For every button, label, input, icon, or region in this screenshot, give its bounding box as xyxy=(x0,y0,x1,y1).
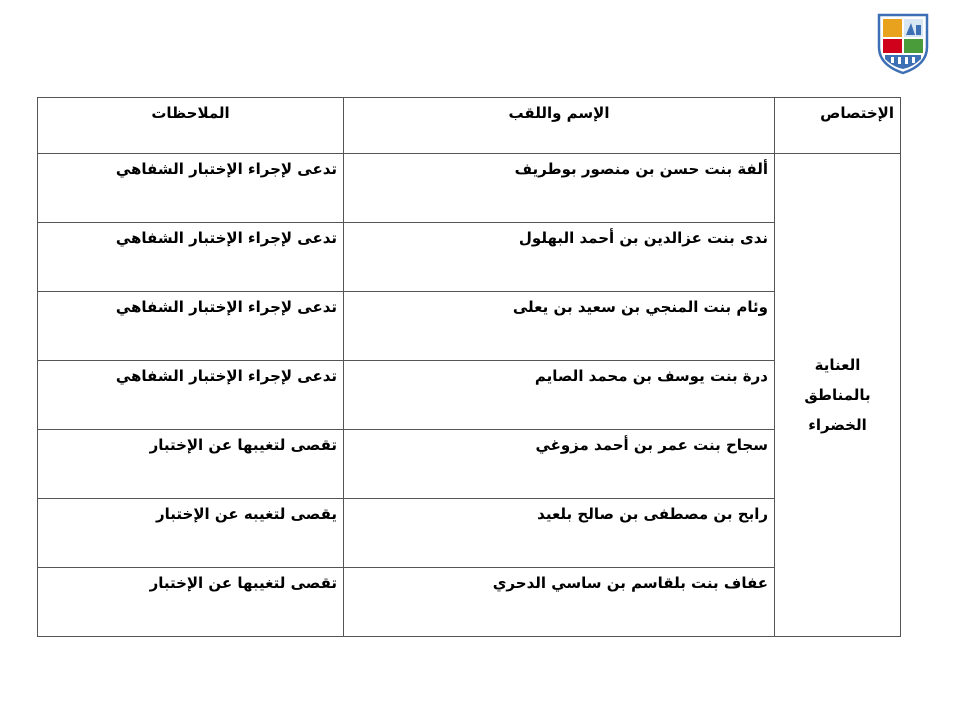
table-row xyxy=(38,223,901,292)
table-header-row xyxy=(38,98,901,154)
header-name: الإسم واللقب xyxy=(344,98,775,154)
candidate-note: تدعى لإجراء الإختبار الشفاهي xyxy=(38,361,344,430)
candidate-name: عفاف بنت بلقاسم بن ساسي الدحري xyxy=(344,568,775,637)
candidate-note: تقصى لتغيبها عن الإختبار xyxy=(38,568,344,637)
candidate-name: درة بنت يوسف بن محمد الصايم xyxy=(344,361,775,430)
candidate-note: تدعى لإجراء الإختبار الشفاهي xyxy=(38,223,344,292)
candidate-name: ألفة بنت حسن بن منصور بوطريف xyxy=(344,154,775,223)
candidate-note: تقصى لتغيبها عن الإختبار xyxy=(38,430,344,499)
table-row xyxy=(38,154,901,223)
results-table xyxy=(37,97,901,637)
table-row xyxy=(38,292,901,361)
header-notes: الملاحظات xyxy=(38,98,344,154)
candidate-name: ندى بنت عزالدين بن أحمد البهلول xyxy=(344,223,775,292)
candidate-name: وئام بنت المنجي بن سعيد بن يعلى xyxy=(344,292,775,361)
candidate-note: تدعى لإجراء الإختبار الشفاهي xyxy=(38,154,344,223)
specialty-cell: العناية بالمناطق الخضراء xyxy=(775,154,901,637)
municipality-logo xyxy=(877,13,929,75)
header-specialty: الإختصاص xyxy=(775,98,901,154)
table-row xyxy=(38,499,901,568)
candidate-name: رابح بن مصطفى بن صالح بلعيد xyxy=(344,499,775,568)
table-row xyxy=(38,361,901,430)
candidate-note: يقصى لتغيبه عن الإختبار xyxy=(38,499,344,568)
candidate-note: تدعى لإجراء الإختبار الشفاهي xyxy=(38,292,344,361)
candidate-name: سجاح بنت عمر بن أحمد مزوغي xyxy=(344,430,775,499)
emblem-icon xyxy=(877,13,929,75)
table-row xyxy=(38,430,901,499)
table-row xyxy=(38,568,901,637)
